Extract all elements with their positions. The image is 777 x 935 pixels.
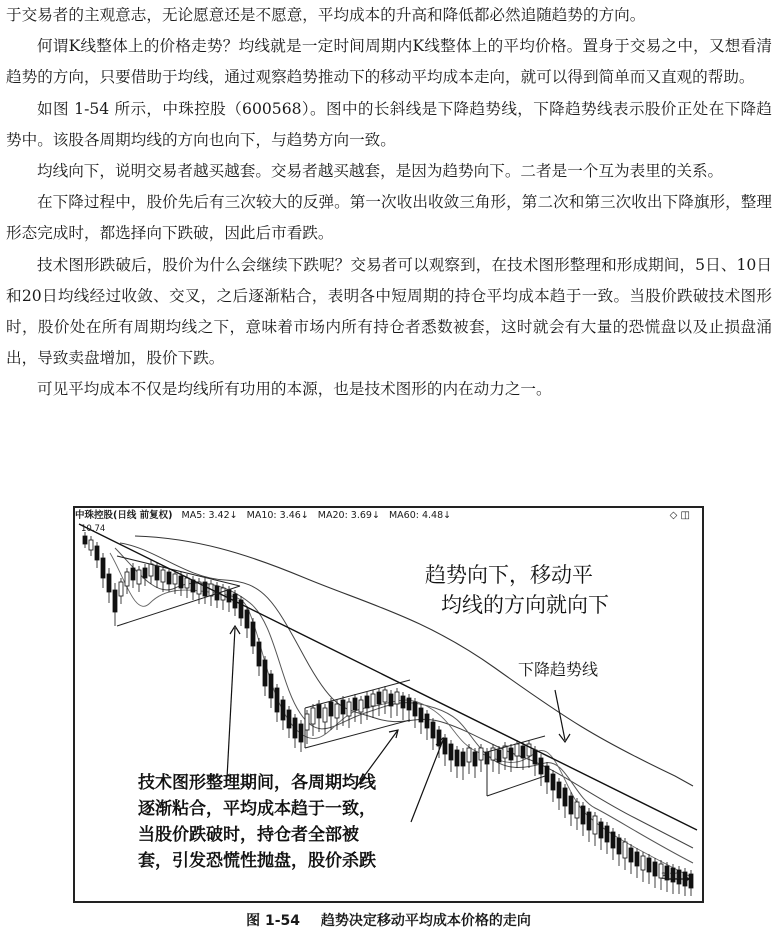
annotation-line: 逐渐粘合，平均成本趋于一致， bbox=[138, 799, 376, 819]
ma5-label: MA5: 3.42↓ bbox=[181, 510, 238, 521]
high-price-label: 10.74 bbox=[81, 524, 106, 534]
pattern-annotation bbox=[138, 770, 426, 874]
trend-annotation-line: 均线的方向就向下 bbox=[441, 593, 609, 617]
paragraph: 何谓K线整体上的价格走势？均线就是一定时间周期内K线整体上的平均价格。置身于交易之中，又想看清趋势的方向，只要借助于均线，通过观察趋势推动下的移动平均成本走向，就可以得到简单而又直观的帮助。 bbox=[6, 37, 772, 87]
article-text bbox=[6, 0, 772, 406]
figure-caption bbox=[0, 910, 777, 930]
annotation-line: 当股价跌破时，持仓者全部被 bbox=[138, 825, 359, 845]
trend-annotation bbox=[425, 560, 609, 620]
annotation-line: 技术图形整理期间，各周期均线 bbox=[138, 773, 376, 793]
paragraph: 如图 1-54 所示，中珠控股（600568）。图中的长斜线是下降趋势线，下降趋势线表示股价正处在下降趋势中。该股各周期均线的方向也向下，与趋势方向一致。 bbox=[6, 99, 772, 149]
paragraph: 技术图形跌破后，股价为什么会继续下跌呢？交易者可以观察到，在技术图形整理和形成期间，5日、10日和20日均线经过收敛、交叉，之后逐渐粘合，表明各中短周期的持仓平均成本趋于一致。当股价跌破技术图形时，股价处在所有周期均线之下，意味着市场内所有持仓者悉数被套，这时就会有大量的恐慌盘以及止损盘涌出，导致卖盘增加，股价下跌。 bbox=[6, 255, 772, 368]
ma10-label: MA10: 3.46↓ bbox=[246, 510, 309, 521]
ma20-label: MA20: 3.69↓ bbox=[317, 510, 380, 521]
trend-annotation-line: 趋势向下，移动平 bbox=[425, 563, 593, 587]
stock-chart-figure bbox=[73, 506, 704, 903]
stock-title: 中珠控股(日线 前复权) bbox=[75, 510, 173, 521]
downtrend-line-label: 下降趋势线 bbox=[518, 660, 599, 679]
paragraph: 于交易者的主观意志，无论愿意还是不愿意，平均成本的升高和降低都必然追随趋势的方向。 bbox=[6, 6, 646, 24]
low-price-label: 3.11 bbox=[661, 872, 680, 882]
figure-number: 图 1-54 bbox=[246, 913, 301, 929]
paragraph: 可见平均成本不仅是均线所有功用的本源，也是技术图形的内在动力之一。 bbox=[37, 380, 552, 399]
window-control-icon[interactable]: ◇ ◫ bbox=[669, 510, 690, 521]
figure-title: 趋势决定移动平均成本价格的走向 bbox=[320, 913, 531, 929]
ma60-line bbox=[135, 536, 693, 786]
ma60-label: MA60: 4.48↓ bbox=[388, 510, 452, 521]
annotation-line: 套，引发恐慌性抛盘，股价杀跌 bbox=[138, 851, 376, 871]
paragraph: 在下降过程中，股价先后有三次较大的反弹。第一次收出收敛三角形，第二次和第三次收出下降旗形，整理形态完成时，都选择向下跌破，因此后市看跌。 bbox=[6, 193, 772, 243]
paragraph: 均线向下，说明交易者越买越套。交易者越买越套，是因为趋势向下。二者是一个互为表里的关系。 bbox=[37, 162, 724, 181]
